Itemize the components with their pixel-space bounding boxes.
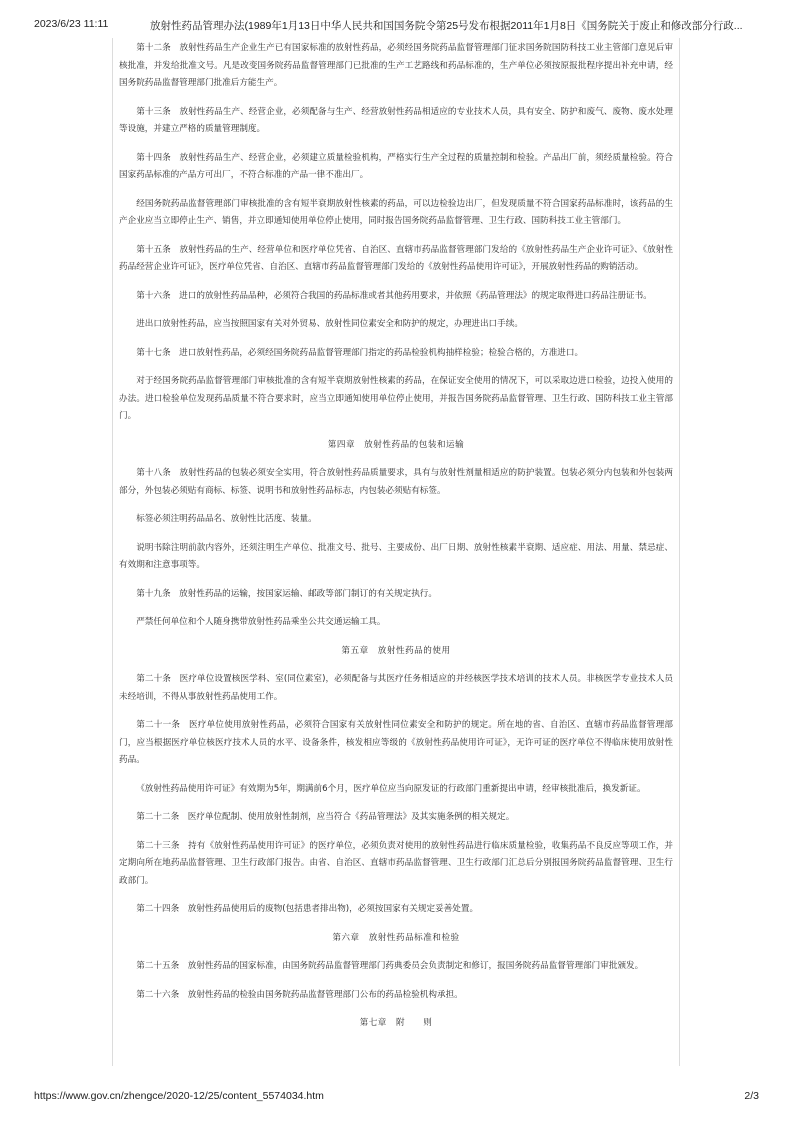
chapter-heading: 第七章 附 则: [359, 1018, 433, 1028]
chapter-heading: 第四章 放射性药品的包装和运输: [327, 439, 465, 450]
article-paragraph: 第十四条 放射性药品生产、经营企业，必须建立质量检验机构，严格实行生产全过程的质量控制和检验。产品出厂前，须经质量检验。符合国家药品标准的产品方可出厂，不符合标准的产品一律不准出厂。: [119, 152, 673, 180]
article-paragraph: 第二十四条 放射性药品使用后的废物(包括患者排出物)，必须按国家有关规定妥善处置。: [136, 904, 479, 914]
article-paragraph: 第十五条 放射性药品的生产、经营单位和医疗单位凭省、自治区、直辖市药品监督管理部门发给的《放射性药品生产企业许可证》、《放射性药品经营企业许可证》，医疗单位凭省、自治区、直辖市药品监督管理部门发给的《放射性药品使用许可证》，开展放射性药品的购销活动。: [119, 244, 673, 272]
article-paragraph: 第十三条 放射性药品生产、经营企业，必须配备与生产、经营放射性药品相适应的专业技术人员，具有安全、防护和废气、废物、废水处理等设施，并建立严格的质量管理制度。: [119, 106, 673, 134]
article-paragraph: 说明书除注明前款内容外，还须注明生产单位、批准文号、批号、主要成份、出厂日期、放射性核素半衰期、适应症、用法、用量、禁忌症、有效期和注意事项等。: [119, 542, 673, 570]
article-paragraph: 第十二条 放射性药品生产企业生产已有国家标准的放射性药品，必须经国务院药品监督管理部门征求国务院国防科技工业主管部门意见后审核批准，并发给批准文号。凡是改变国务院药品监督管理部门已批准的生产工艺路线和药品标准的，生产单位必须按原报批程序提出补充申请，经国务院药品监督管理部门批准后方能生产。: [119, 43, 673, 88]
chapter-heading: 第五章 放射性药品的使用: [341, 645, 451, 656]
article-paragraph: 对于经国务院药品监督管理部门审核批准的含有短半衰期放射性核素的药品，在保证安全使用的情况下，可以采取边进口检验，边投入使用的办法。进口检验单位发现药品质量不符合要求时，应当立即通知使用单位停止使用，并报告国务院药品监督管理、卫生行政、国防科技工业主管部门。: [119, 376, 673, 421]
article-paragraph: 经国务院药品监督管理部门审核批准的含有短半衰期放射性核素的药品，可以边检验边出厂，但发现质量不符合国家药品标准时，该药品的生产企业应当立即停止生产、销售，并立即通知使用单位停止使用，同时报告国务院药品监督管理、卫生行政、国防科技工业主管部门。: [119, 198, 673, 226]
article-paragraph: 第十七条 进口放射性药品，必须经国务院药品监督管理部门指定的药品检验机构抽样检验；检验合格的，方准进口。: [136, 347, 584, 358]
print-datetime: 2023/6/23 11:11: [34, 18, 109, 30]
article-paragraph: 严禁任何单位和个人随身携带放射性药品乘坐公共交通运输工具。: [136, 617, 386, 627]
print-header: [34, 18, 759, 32]
article-paragraph: 第二十一条 医疗单位使用放射性药品，必须符合国家有关放射性同位素安全和防护的规定。所在地的省、自治区、直辖市药品监督管理部门，应当根据医疗单位核医疗技术人员的水平、设备条件，核发相应等级的《放射性药品使用许可证》，无许可证的医疗单位不得临床使用放射性药品。: [119, 720, 673, 765]
document-body: [112, 38, 680, 1066]
article-paragraph: 第二十六条 放射性药品的检验由国务院药品监督管理部门公布的药品检验机构承担。: [136, 989, 463, 1000]
article-paragraph: 第十九条 放射性药品的运输，按国家运输、邮政等部门制订的有关规定执行。: [136, 588, 437, 599]
article-paragraph: 《放射性药品使用许可证》有效期为5年，期满前6个月，医疗单位应当向原发证的行政部门重新提出申请，经审核批准后，换发新证。: [136, 783, 646, 794]
document-title: 放射性药品管理办法(1989年1月13日中华人民共和国国务院令第25号发布根据2011年1月8日《国务院关于废止和修改部分行政...: [150, 20, 743, 32]
article-paragraph: 第二十五条 放射性药品的国家标准，由国务院药品监督管理部门药典委员会负责制定和修订，报国务院药品监督管理部门审批颁发。: [136, 961, 644, 971]
chapter-heading: 第六章 放射性药品标准和检验: [332, 932, 460, 943]
article-paragraph: 标签必须注明药品品名、放射性比活度、装量。: [136, 514, 317, 524]
page-number: 2/3: [744, 1090, 759, 1102]
print-footer: [34, 1090, 759, 1104]
article-paragraph: 第十八条 放射性药品的包装必须安全实用，符合放射性药品质量要求，具有与放射性剂量相适应的防护装置。包装必须分内包装和外包装两部分，外包装必须贴有商标、标签、说明书和放射性药品标志，内包装必须贴有标签。: [119, 468, 673, 496]
article-paragraph: 第二十二条 医疗单位配制、使用放射性制剂，应当符合《药品管理法》及其实施条例的相关规定。: [136, 812, 515, 822]
article-paragraph: 第十六条 进口的放射性药品品种，必须符合我国的药品标准或者其他药用要求，并依照《药品管理法》的规定取得进口药品注册证书。: [136, 290, 652, 301]
page-url: https://www.gov.cn/zhengce/2020-12/25/content_5574034.htm: [34, 1090, 324, 1102]
article-paragraph: 第二十条 医疗单位设置核医学科、室(同位素室)，必须配备与其医疗任务相适应的并经核医学技术培训的技术人员。非核医学专业技术人员未经培训，不得从事放射性药品使用工作。: [119, 674, 673, 702]
article-paragraph: 进出口放射性药品，应当按照国家有关对外贸易、放射性同位素安全和防护的规定，办理进出口手续。: [136, 319, 523, 329]
article-paragraph: 第二十三条 持有《放射性药品使用许可证》的医疗单位，必须负责对使用的放射性药品进行临床质量检验，收集药品不良反应等项工作，并定期向所在地药品监督管理、卫生行政部门报告。由省、自治区、直辖市药品监督管理、卫生行政部门汇总后分别报国务院药品监督管理、卫生行政部门。: [119, 840, 673, 886]
